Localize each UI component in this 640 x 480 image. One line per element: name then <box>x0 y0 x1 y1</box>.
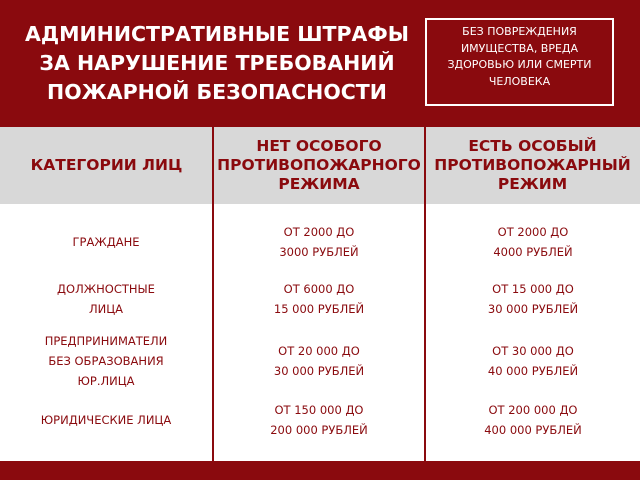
cell-text: 200 000 РУБЛЕЙ <box>270 423 368 437</box>
cell-fine-no-regime <box>214 332 424 390</box>
cell-text: ОТ 30 000 ДО <box>492 344 574 358</box>
cell-text: 4000 РУБЛЕЙ <box>493 245 573 259</box>
cell-text: ОТ 2000 ДО <box>497 225 569 239</box>
cell-text: 30 000 РУБЛЕЙ <box>273 364 365 378</box>
cell-text: 15 000 РУБЛЕЙ <box>273 302 365 316</box>
cell-text: ОТ 20 000 ДО <box>278 344 360 358</box>
title-line: АДМИНИСТРАТИВНЫЕ ШТРАФЫ <box>25 22 409 46</box>
column-header-no-regime <box>213 127 425 204</box>
note-line: ЧЕЛОВЕКА <box>488 74 551 88</box>
cell-fine-regime <box>426 332 640 390</box>
condition-note <box>425 18 614 106</box>
column-header-text: ПРОТИВОПОЖАРНОГО <box>217 156 421 174</box>
cell-category-citizens <box>0 220 212 264</box>
cell-fine-no-regime <box>214 277 424 321</box>
cell-text: 40 000 РУБЛЕЙ <box>487 364 579 378</box>
cell-text: ОТ 2000 ДО <box>283 225 355 239</box>
cell-fine-no-regime <box>214 220 424 264</box>
table-header <box>0 127 640 204</box>
footer-bar <box>0 461 640 480</box>
column-header-text: КАТЕГОРИИ ЛИЦ <box>30 156 183 174</box>
title-line: ЗА НАРУШЕНИЕ ТРЕБОВАНИЙ <box>39 51 395 75</box>
cell-text: 400 000 РУБЛЕЙ <box>484 423 582 437</box>
cell-text: ГРАЖДАНЕ <box>72 235 140 249</box>
cell-text: ОТ 15 000 ДО <box>492 282 574 296</box>
cell-text: ЛИЦА <box>88 302 124 316</box>
cell-fine-regime <box>426 220 640 264</box>
column-header-category <box>0 127 213 204</box>
cell-category-legal-entities <box>0 398 212 442</box>
cell-text: БЕЗ ОБРАЗОВАНИЯ <box>48 354 164 368</box>
title-line: ПОЖАРНОЙ БЕЗОПАСНОСТИ <box>47 80 387 104</box>
cell-text: ПРЕДПРИНИМАТЕЛИ <box>44 334 168 348</box>
column-header-text: ЕСТЬ ОСОБЫЙ <box>468 137 597 155</box>
title-banner <box>0 0 640 127</box>
column-header-text: НЕТ ОСОБОГО <box>256 137 382 155</box>
cell-text: ОТ 200 000 ДО <box>488 403 578 417</box>
note-line: ИМУЩЕСТВА, ВРЕДА <box>460 41 579 55</box>
cell-text: 3000 РУБЛЕЙ <box>279 245 359 259</box>
cell-text: 30 000 РУБЛЕЙ <box>487 302 579 316</box>
cell-fine-regime <box>426 277 640 321</box>
cell-category-entrepreneurs <box>0 332 212 390</box>
note-line: ЗДОРОВЬЮ ИЛИ СМЕРТИ <box>447 58 592 71</box>
column-header-text: РЕЖИМА <box>278 175 360 193</box>
cell-fine-no-regime <box>214 398 424 442</box>
column-header-text: РЕЖИМ <box>497 175 568 193</box>
note-line: БЕЗ ПОВРЕЖДЕНИЯ <box>462 25 577 38</box>
page-title <box>22 20 412 107</box>
cell-text: ЮРИДИЧЕСКИЕ ЛИЦА <box>40 413 172 427</box>
cell-fine-regime <box>426 398 640 442</box>
cell-category-officials <box>0 277 212 321</box>
cell-text: ДОЛЖНОСТНЫЕ <box>57 282 155 296</box>
cell-text: ЮР.ЛИЦА <box>77 374 135 388</box>
column-header-text: ПРОТИВОПОЖАРНЫЙ <box>434 156 631 174</box>
cell-text: ОТ 6000 ДО <box>283 282 355 296</box>
column-header-regime <box>425 127 640 204</box>
cell-text: ОТ 150 000 ДО <box>274 403 364 417</box>
